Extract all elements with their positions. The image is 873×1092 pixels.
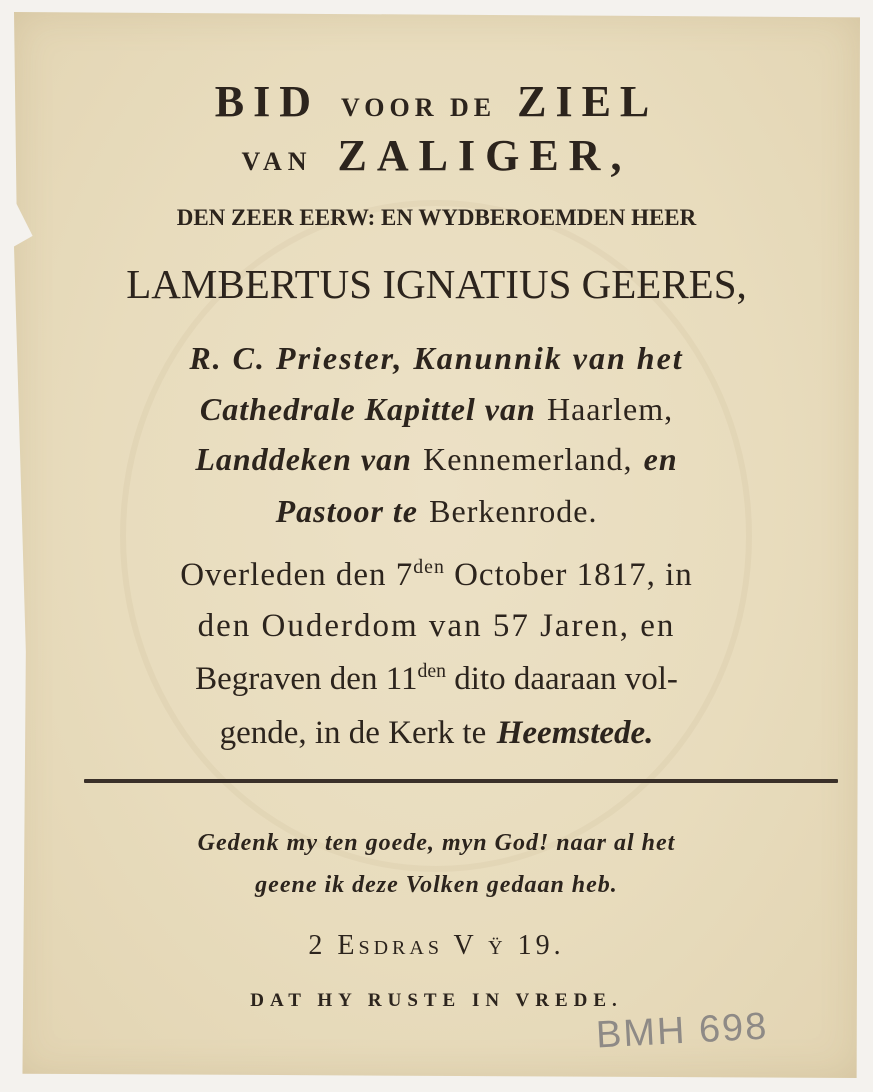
rest-in-peace: DAT HY RUSTE IN VREDE. [250,990,623,1011]
burial-date-sup: den [417,660,447,682]
title-line: DEN ZEER EERW: EN WYDBEROEMDEN HEER [176,205,697,230]
death-date-a: Overleden den 7 [180,557,414,593]
office-place-2: Haarlem, [546,391,674,427]
burial-line-2 [0,712,873,752]
office-line-1: R. C. Priester, Kanunnik van het [189,340,684,376]
heading-line-2 [0,130,873,181]
heading-bid: BID [214,77,320,126]
office-italic-3b: en [643,441,678,477]
office-italic-2: Cathedrale Kapittel van [199,391,536,427]
quote-line-1: Gedenk my ten goede, myn God! naar al het [197,830,676,856]
heading-zaliger: ZALIGER, [337,131,632,180]
burial-text: gende, in de Kerk te [219,715,487,751]
burial-date-b: dito daaraan vol- [454,661,678,697]
deceased-name: LAMBERTUS IGNATIUS GEERES, [126,261,747,307]
heading-van: VAN [241,147,313,176]
office-line-2 [0,390,873,428]
heading-line-1 [0,76,873,127]
burial-place: Heemstede. [496,715,654,751]
office-italic-4: Pastoor te [275,493,418,529]
pencil-annotation: BMH 698 [594,1005,770,1057]
office-line-3 [0,440,873,478]
office-place-4: Berkenrode. [429,493,598,529]
death-line-2: den Ouderdom van 57 Jaren, en [197,608,676,644]
office-place-3: Kennemerland, [423,441,633,477]
death-line-1 [0,556,873,594]
divider-rule [84,779,838,783]
quote-line-2: geene ik deze Volken gedaan heb. [255,872,618,898]
burial-date-a: Begraven den 11 [195,661,418,697]
heading-ziel: ZIEL [517,77,659,126]
heading-voor-de: VOOR DE [340,93,497,122]
scripture-reference: 2 Esdras V ÿ 19. [308,930,565,961]
burial-line-1 [0,660,873,698]
office-italic-3: Landdeken van [195,441,412,477]
office-line-4 [0,492,873,530]
death-date-sup: den [413,556,445,578]
death-date-b: October 1817, in [454,557,693,593]
